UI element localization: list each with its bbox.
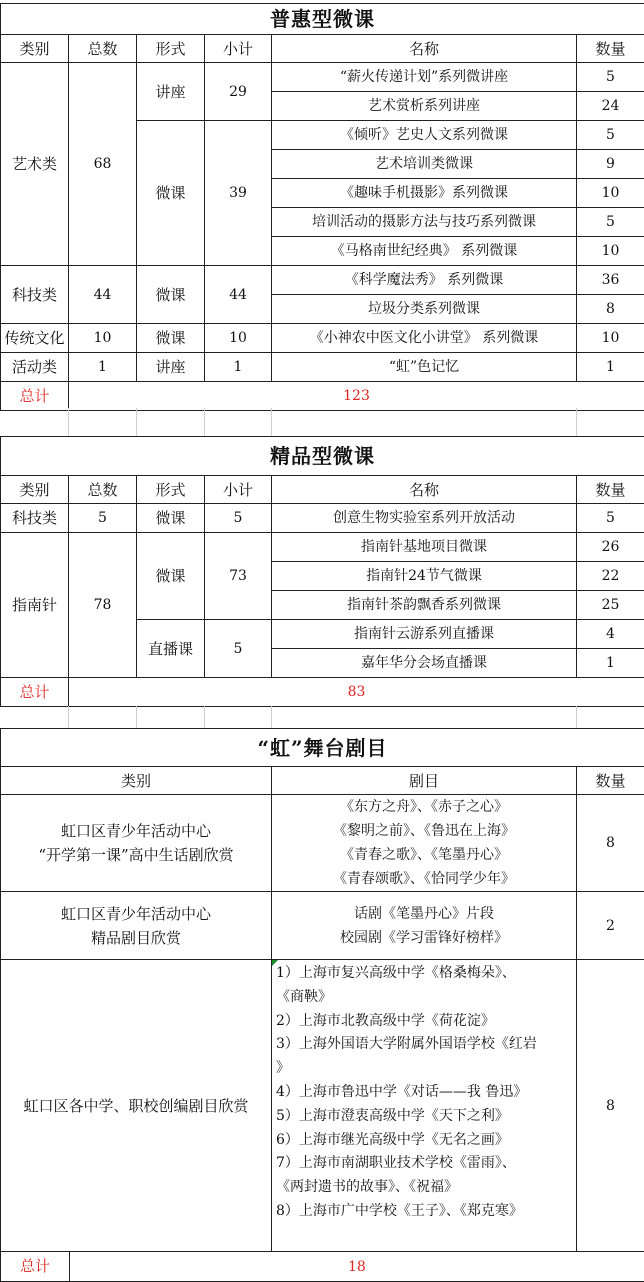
- form-cell: 微课: [137, 504, 205, 533]
- qty-cell: 26: [577, 533, 644, 562]
- subtotal-cell: 29: [205, 63, 272, 121]
- qty-cell: 22: [577, 562, 644, 591]
- name-cell: 艺术培训类微课: [272, 150, 577, 179]
- qty-cell: 8: [577, 295, 644, 324]
- play-line: 8）上海市广中学校《王子》、《郑克寒》: [276, 1200, 574, 1224]
- qty-cell: 1: [577, 353, 644, 382]
- cell-comment-marker: [272, 960, 278, 966]
- play-line: 》: [276, 1057, 574, 1081]
- qty-cell: 4: [577, 620, 644, 649]
- total-cell: 1: [69, 353, 137, 382]
- header-total: 总数: [69, 35, 137, 63]
- spreadsheet-gap: [0, 706, 644, 728]
- subtotal-cell: 39: [205, 121, 272, 266]
- qty-cell: 8: [577, 960, 644, 1252]
- category-cell: 科技类: [1, 504, 69, 533]
- play-line: 话剧《笔墨丹心》片段: [274, 902, 574, 926]
- table-title: 普惠型微课: [1, 4, 644, 35]
- qty-cell: 10: [577, 324, 644, 353]
- subtotal-cell: 1: [205, 353, 272, 382]
- table-title: 精品型微课: [1, 437, 644, 476]
- grand-total-label: 总计: [1, 1252, 70, 1281]
- name-cell: “薪火传递计划”系列微讲座: [272, 63, 577, 92]
- category-cell: 传统文化: [1, 324, 69, 353]
- form-cell: 微课: [137, 533, 205, 620]
- qty-cell: 8: [577, 795, 644, 892]
- spreadsheet-gap: [0, 408, 644, 436]
- qty-cell: 5: [577, 208, 644, 237]
- form-cell: 微课: [137, 266, 205, 324]
- subtotal-cell: 5: [205, 620, 272, 678]
- category-line: 虹口区青少年活动中心: [3, 819, 269, 843]
- play-line: 7）上海市南湖职业技术学校《雷雨》、: [276, 1152, 574, 1176]
- qty-cell: 10: [577, 179, 644, 208]
- category-cell: 指南针: [1, 533, 69, 678]
- category-cell: 虹口区各中学、职校创编剧目欣赏: [1, 960, 272, 1252]
- qty-cell: 2: [577, 892, 644, 960]
- name-cell: 指南针基地项目微课: [272, 533, 577, 562]
- header-plays: 剧目: [272, 767, 577, 795]
- header-form: 形式: [137, 35, 205, 63]
- name-cell: “虹”色记忆: [272, 353, 577, 382]
- category-line: “开学第一课”高中生话剧欣赏: [3, 843, 269, 867]
- name-cell: 指南针茶韵飘香系列微课: [272, 591, 577, 620]
- header-name: 名称: [272, 35, 577, 63]
- total-cell: 5: [69, 504, 137, 533]
- header-total: 总数: [69, 476, 137, 504]
- category-cell: 活动类: [1, 353, 69, 382]
- qty-cell: 9: [577, 150, 644, 179]
- play-line: 5）上海市澄衷高级中学《天下之利》: [276, 1105, 574, 1129]
- header-subtotal: 小计: [205, 35, 272, 63]
- name-cell: 垃圾分类系列微课: [272, 295, 577, 324]
- play-line: 6）上海市继光高级中学《无名之画》: [276, 1129, 574, 1153]
- qty-cell: 1: [577, 649, 644, 678]
- play-line: 校园剧《学习雷锋好榜样》: [274, 926, 574, 950]
- table-puhui: [0, 3, 644, 411]
- header-subtotal: 小计: [205, 476, 272, 504]
- grand-total-label: 总计: [1, 678, 69, 707]
- table-title: “虹”舞台剧目: [1, 729, 644, 767]
- form-cell: 讲座: [137, 63, 205, 121]
- subtotal-cell: 5: [205, 504, 272, 533]
- play-line: 《青春颂歌》、《恰同学少年》: [274, 867, 574, 891]
- qty-cell: 5: [577, 504, 644, 533]
- qty-cell: 25: [577, 591, 644, 620]
- category-cell: 科技类: [1, 266, 69, 324]
- total-cell: 44: [69, 266, 137, 324]
- form-cell: 直播课: [137, 620, 205, 678]
- play-line: 《商鞅》: [276, 986, 574, 1010]
- name-cell: 《科学魔法秀》 系列微课: [272, 266, 577, 295]
- qty-cell: 10: [577, 237, 644, 266]
- form-cell: 讲座: [137, 353, 205, 382]
- qty-cell: 5: [577, 63, 644, 92]
- category-cell: [1, 892, 272, 960]
- grand-total-value: 123: [69, 382, 644, 411]
- table-jingpin: [0, 436, 644, 707]
- play-line: 《黎明之前》、《鲁迅在上海》: [274, 819, 574, 843]
- plays-cell: [272, 892, 577, 960]
- name-cell: 培训活动的摄影方法与技巧系列微课: [272, 208, 577, 237]
- header-category: 类别: [1, 476, 69, 504]
- grand-total-value: 18: [348, 1258, 366, 1276]
- header-category: 类别: [1, 35, 69, 63]
- name-cell: 《马格南世纪经典》 系列微课: [272, 237, 577, 266]
- name-cell: 《趣味手机摄影》系列微课: [272, 179, 577, 208]
- play-line: 《东方之舟》、《赤子之心》: [274, 795, 574, 819]
- subtotal-cell: 44: [205, 266, 272, 324]
- plays-cell: [272, 960, 577, 1252]
- plays-cell: [272, 795, 577, 892]
- play-line: 1）上海市复兴高级中学《格桑梅朵》、: [276, 962, 574, 986]
- name-cell: 指南针云游系列直播课: [272, 620, 577, 649]
- name-cell: 《倾听》艺史人文系列微课: [272, 121, 577, 150]
- grand-total-value: 83: [69, 678, 644, 707]
- name-cell: 创意生物实验室系列开放活动: [272, 504, 577, 533]
- name-cell: 《小神农中医文化小讲堂》 系列微课: [272, 324, 577, 353]
- form-cell: 微课: [137, 324, 205, 353]
- header-form: 形式: [137, 476, 205, 504]
- qty-cell: 24: [577, 92, 644, 121]
- form-cell: 微课: [137, 121, 205, 266]
- name-cell: 嘉年华分会场直播课: [272, 649, 577, 678]
- header-category: 类别: [1, 767, 272, 795]
- play-line: 3）上海外国语大学附属外国语学校《红岩: [276, 1033, 574, 1057]
- header-qty: 数量: [577, 35, 644, 63]
- category-line: 精品剧目欣赏: [3, 926, 269, 950]
- play-line: 4）上海市鲁迅中学《对话——我 鲁迅》: [276, 1081, 574, 1105]
- name-cell: 指南针24节气微课: [272, 562, 577, 591]
- category-cell: 艺术类: [1, 63, 69, 266]
- total-cell: 10: [69, 324, 137, 353]
- grand-total-label: 总计: [1, 382, 69, 411]
- table-hong-stage: [0, 728, 644, 1282]
- grand-total-row: [1, 1252, 644, 1282]
- header-qty: 数量: [577, 476, 644, 504]
- subtotal-cell: 73: [205, 533, 272, 620]
- category-line: 虹口区青少年活动中心: [3, 902, 269, 926]
- play-line: 《两封遗书的故事》、《祝福》: [276, 1176, 574, 1200]
- qty-cell: 36: [577, 266, 644, 295]
- subtotal-cell: 10: [205, 324, 272, 353]
- category-cell: [1, 795, 272, 892]
- header-name: 名称: [272, 476, 577, 504]
- header-qty: 数量: [577, 767, 644, 795]
- play-line: 2）上海市北教高级中学《荷花淀》: [276, 1010, 574, 1034]
- total-cell: 68: [69, 63, 137, 266]
- name-cell: 艺术赏析系列讲座: [272, 92, 577, 121]
- qty-cell: 5: [577, 121, 644, 150]
- total-cell: 78: [69, 533, 137, 678]
- play-line: 《青春之歌》、《笔墨丹心》: [274, 843, 574, 867]
